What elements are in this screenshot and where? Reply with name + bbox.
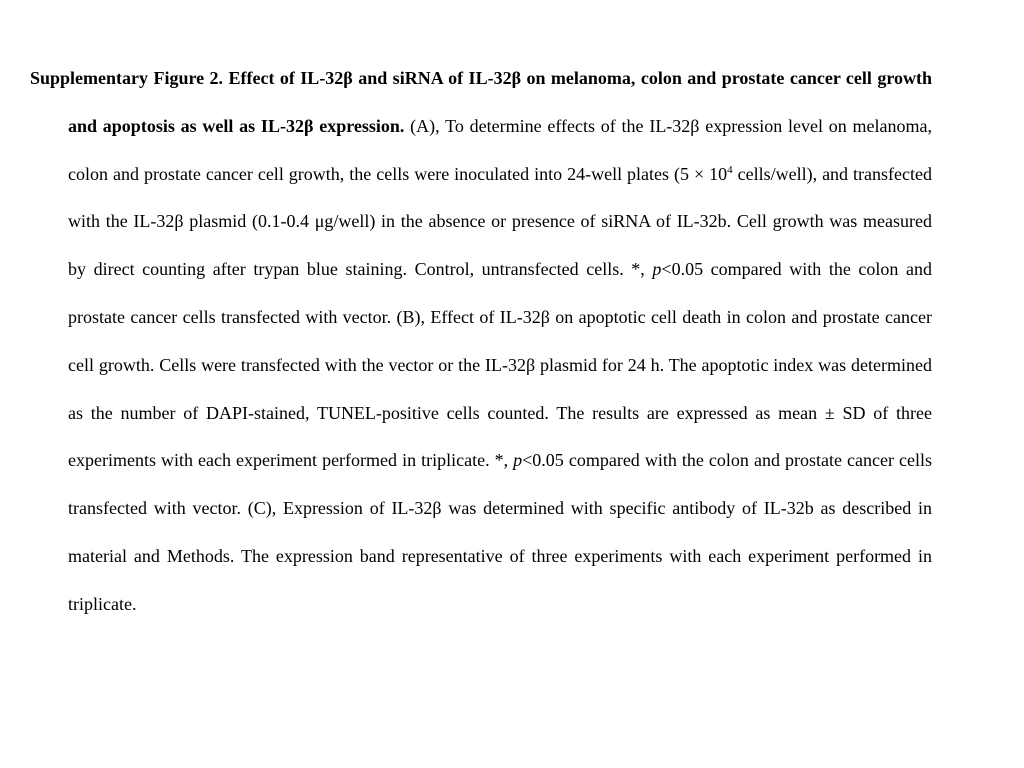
p-value-symbol: p (513, 450, 523, 471)
p-value-symbol: p (652, 259, 662, 280)
caption-title: Supplementary Figure 2. Effect of IL-32β and siRNA of IL-32β on melanoma, colon and prostate cancer cell growth and apoptosis as well as IL-32β expression. (30, 68, 932, 136)
caption-part-b: <0.05 compared with the colon and prostate cancer cells transfected with vector. (B), Effect of IL-32β on apoptotic cell death in colon and prostate cancer cell growth. Cells were transfected with the vector or the IL-32β plasmid for 24 h. The apoptotic index was determined as the number of DAPI-stained, TUNEL-positive cells counted. The results are expressed as mean ± SD of three experiments with each experiment performed in triplicate. *, (68, 259, 932, 471)
caption-part-a: (A), To determine effects of the IL-32β expression level on melanoma, colon and prostate cancer cell growth, the cells were inoculated into 24-well plates (5 × 10 (68, 115, 933, 184)
caption-part-a-continued: cells/well), and transfected with the IL-32β plasmid (0.1-0.4 μg/well) in the absence or presence of siRNA of IL-32b. Cell growth was measured by direct counting after trypan blue staining. Control, untransfected cells. *, (68, 163, 932, 280)
figure-caption (30, 55, 932, 629)
caption-part-c: <0.05 compared with the colon and prostate cancer cells transfected with vector. (C), Expression of IL-32β was determined with specific antibody of IL-32b as described in material and Methods. The expression band representative of three experiments with each experiment performed in triplicate. (68, 450, 932, 614)
caption-exponent: 4 (727, 163, 733, 176)
